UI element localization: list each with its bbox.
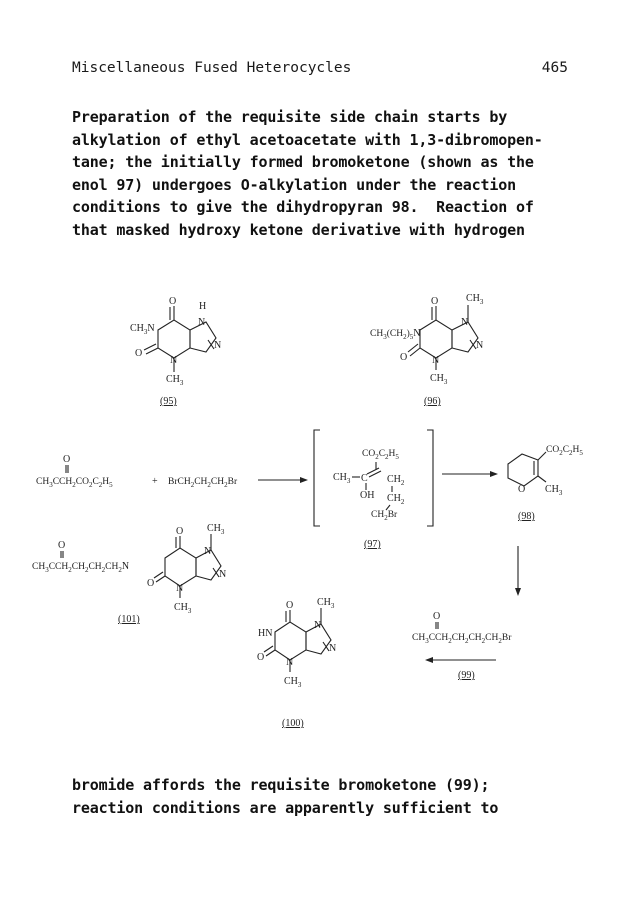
compound-95 xyxy=(130,296,221,407)
compound-label: (96) xyxy=(424,396,441,407)
atom-n: N xyxy=(198,317,206,328)
atom-ch3: $CH_3$ xyxy=(317,597,335,610)
atom-n: N xyxy=(170,355,178,366)
atom-o: O xyxy=(257,652,265,663)
text-line: conditions to give the dihydropyran 98. Reaction of xyxy=(72,198,534,216)
page-number: 465 xyxy=(541,60,568,76)
atom-n: N xyxy=(286,657,294,668)
text-line: that masked hydroxy ketone derivative with hydrogen xyxy=(72,220,525,239)
atom-o: O xyxy=(147,578,155,589)
atom-o: O xyxy=(286,600,294,611)
text-line: tane; the initially formed bromoketone (shown as the xyxy=(72,153,534,171)
atom-n: N xyxy=(329,643,337,654)
atom-ch2br: $CH_2Br$ xyxy=(371,510,398,522)
running-head-title: Miscellaneous Fused Heterocycles xyxy=(72,60,352,76)
paragraph-top xyxy=(72,106,543,241)
atom-h: H xyxy=(199,301,207,312)
ethyl-acetoacetate: $CH_3CCH_2CO_2C_2H_5$ xyxy=(36,477,113,489)
atom-alkyl-chain: $CH_3(CH_2)_5N$ xyxy=(370,328,421,341)
compound-label: (99) xyxy=(458,670,475,681)
text-line: Preparation of the requisite side chain starts by xyxy=(72,108,508,126)
atom-co2et: $CO_2C_2H_5$ xyxy=(362,449,399,461)
atom-oh: OH xyxy=(360,490,375,501)
arrow-head xyxy=(515,588,521,596)
atom-n: N xyxy=(176,583,184,594)
atom-c: C xyxy=(361,473,368,484)
text-line: reaction conditions are apparently sufficient to xyxy=(72,798,499,817)
atom-hn: HN xyxy=(258,628,273,639)
atom-ch3: $CH_3N$ xyxy=(130,323,155,336)
atom-n: N xyxy=(461,317,469,328)
atom-ch3: $CH_3$ xyxy=(284,676,302,689)
atom-ch2: $CH_2$ xyxy=(387,493,405,506)
atom-ch3: $CH_3$ xyxy=(166,374,184,387)
paragraph-bottom xyxy=(72,774,498,819)
atom-ch3: $CH_3$ xyxy=(333,472,351,485)
bromoketone: $CH_3CCH_2CH_2CH_2CH_2Br$ xyxy=(412,633,512,645)
atom-ch3: $CH_3$ xyxy=(174,602,192,615)
compound-98 xyxy=(508,445,583,522)
compound-label: (95) xyxy=(160,396,177,407)
atom-n: N xyxy=(219,569,227,580)
atom-o: O xyxy=(176,526,184,537)
arrow-head xyxy=(425,657,433,663)
compound-label: (101) xyxy=(118,614,140,625)
plus-sign: + xyxy=(152,476,158,487)
atom-o: O xyxy=(518,484,526,495)
compound-101 xyxy=(32,523,226,625)
atom-co2et: $CO_2C_2H_5$ xyxy=(546,445,583,457)
reaction-scheme-figure xyxy=(0,280,644,750)
atom-o: O xyxy=(400,352,408,363)
bracket-left xyxy=(314,430,320,526)
side-chain: $CH_3CCH_2CH_2CH_2CH_2N$ xyxy=(32,561,130,574)
compound-label: (100) xyxy=(282,718,304,729)
reagents-left xyxy=(36,454,308,489)
atom-ch3: $CH_3$ xyxy=(545,484,563,497)
text-line: enol 97) undergoes O-alkylation under the reaction xyxy=(72,175,517,194)
dibromopentane: $BrCH_2CH_2CH_2Br$ xyxy=(168,477,238,489)
atom-n: N xyxy=(314,620,322,631)
atom-n: N xyxy=(476,340,484,351)
compound-99 xyxy=(412,611,512,681)
atom-n: N xyxy=(204,546,212,557)
atom-o: O xyxy=(135,348,143,359)
atom-n: N xyxy=(214,340,222,351)
reaction-scheme xyxy=(0,280,644,750)
atom-ch3: $CH_3$ xyxy=(466,293,484,306)
atom-ch2: $CH_2$ xyxy=(387,474,405,487)
atom-n: N xyxy=(432,355,440,366)
atom-o: O xyxy=(431,296,439,307)
arrow-head xyxy=(300,477,308,483)
atom-o: O xyxy=(63,454,71,465)
atom-ch3: $CH_3$ xyxy=(207,523,225,536)
compound-96 xyxy=(370,293,484,407)
atom-o: O xyxy=(58,540,66,551)
atom-o: O xyxy=(433,611,441,622)
compound-100 xyxy=(257,597,336,729)
compound-label: (98) xyxy=(518,511,535,522)
text-line: bromide affords the requisite bromoketone (99); xyxy=(72,776,490,794)
bracket-right xyxy=(427,430,433,526)
text-line: alkylation of ethyl acetoacetate with 1,3-dibromopen- xyxy=(72,130,543,149)
arrow-head xyxy=(490,471,498,477)
atom-o: O xyxy=(169,296,177,307)
compound-label: (97) xyxy=(364,539,381,550)
compound-97 xyxy=(314,430,433,550)
atom-ch3: $CH_3$ xyxy=(430,373,448,386)
